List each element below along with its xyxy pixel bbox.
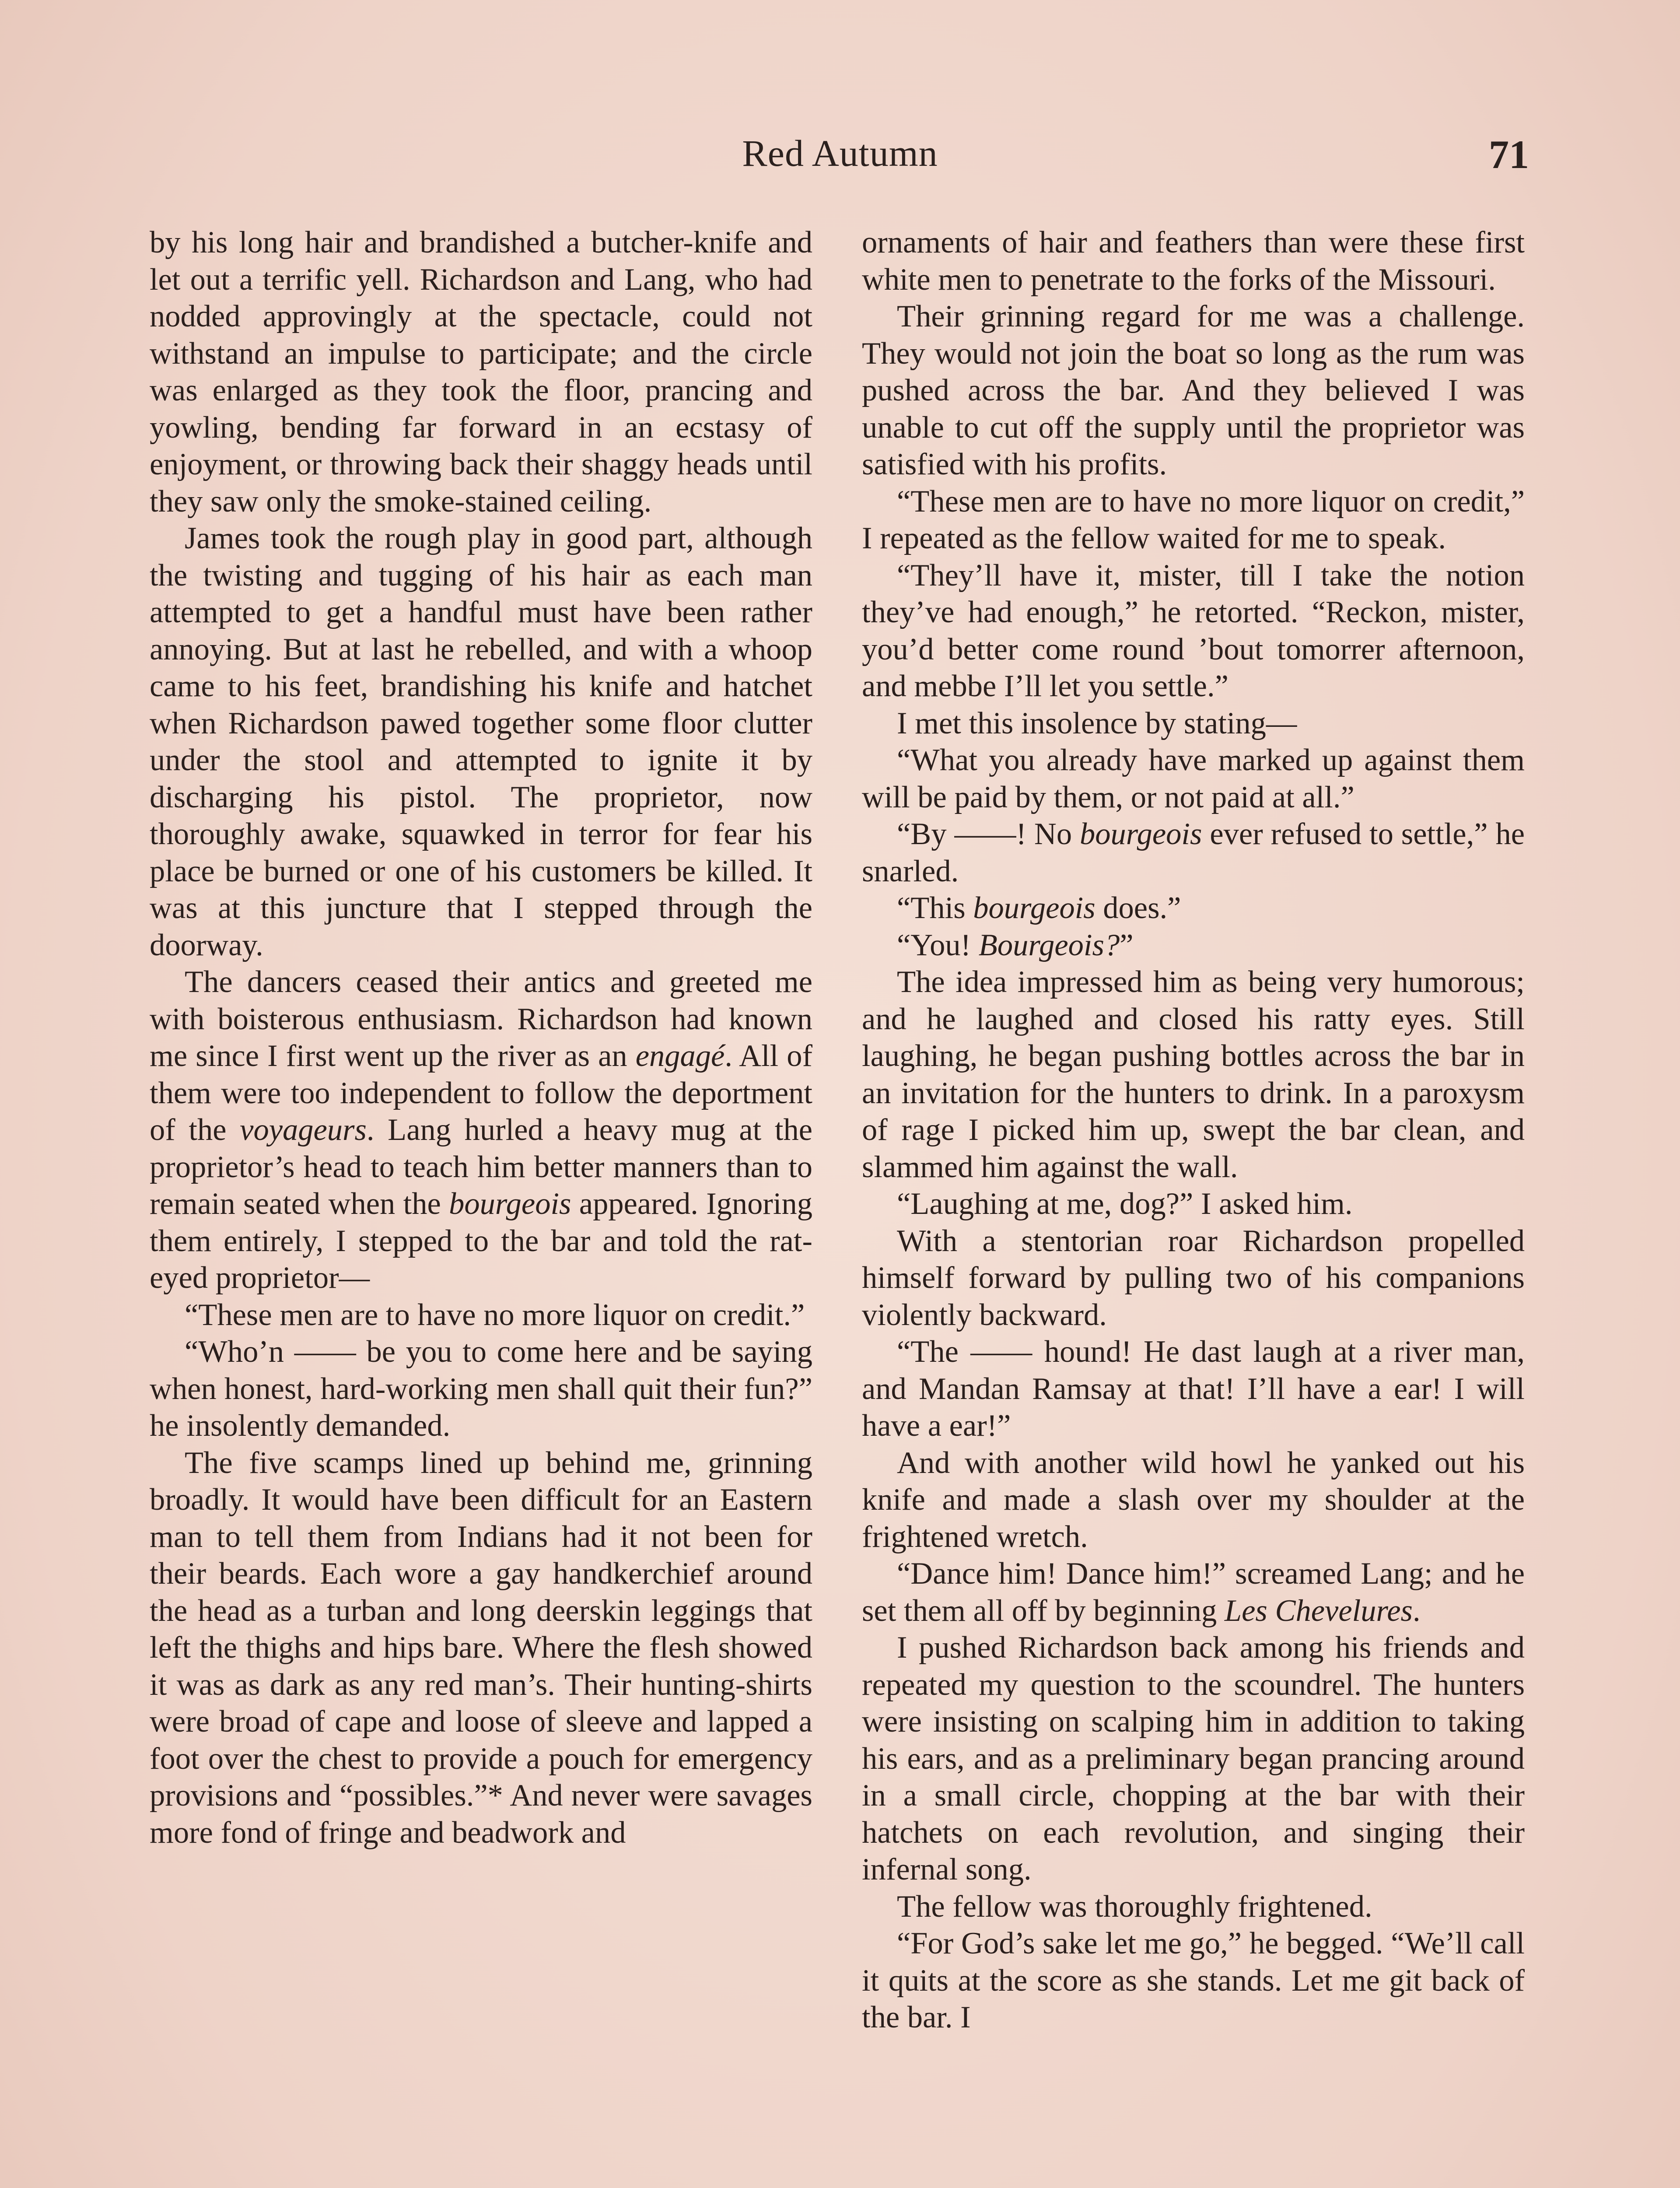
paragraph: “You! Bourgeois?” [897,928,1134,962]
paragraph: “What you already have marked up against them will be paid by them, or not paid at all.” [862,743,1525,814]
paragraph: “These men are to have no more liquor on credit.” [185,1297,805,1332]
paragraph: “Laughing at me, dog?” I asked him. [897,1187,1353,1221]
paragraph: The dancers ceased their antics and greeted me with boisterous enthusiasm. Richardson had known me since I first went up the river as an engagé. All of them were too independent to follow the deportment of the voyageurs. Lang hurled a heavy mug at the proprietor’s head to teach him better manners than to remain seated when the bourgeois appeared. Ignoring them entirely, I stepped to the bar and told the rat-eyed proprietor— [150,965,813,1295]
paragraph: With a stentorian roar Richardson propelled himself forward by pulling two of his companions violently backward. [862,1224,1525,1332]
paragraph: “These men are to have no more liquor on credit,” I repeated as the fellow waited for me to speak. [862,484,1525,555]
paragraph: I met this insolence by stating— [897,706,1297,740]
page-number: 71 [1489,132,1529,177]
paragraph: “This bourgeois does.” [897,891,1181,925]
paragraph: I pushed Richardson back among his friends and repeated my question to the scoundrel. The hunters were insisting on scalping him in addition to taking his ears, and as a preliminary began prancing around in a small circle, chopping at the bar with their hatchets on each revolution, and singing their infernal song. [862,1630,1525,1886]
paragraph: ornaments of hair and feathers than were these first white men to penetrate to the forks of the Missouri. [862,225,1525,297]
paragraph: “Dance him! Dance him!” screamed Lang; and he set them all off by beginning Les Chevelures. [862,1557,1525,1628]
paragraph: Their grinning regard for me was a challenge. They would not join the boat so long as the rum was pushed across the bar. And they believed I was unable to cut off the supply until the proprietor was satisfied with his profits. [862,299,1525,481]
paragraph: “By ——! No bourgeois ever refused to settle,” he snarled. [862,817,1525,888]
paragraph: The idea impressed him as being very humorous; and he laughed and closed his ratty eyes. Still laughing, he began pushing bottles across the bar in an invitation for the hunters to drink. In a paroxysm of rage I picked him up, swept the bar clean, and slammed him against the wall. [862,965,1525,1184]
paragraph: The fellow was thoroughly frightened. [897,1889,1372,1924]
running-header-title: Red Autumn [742,132,938,174]
paragraph: “For God’s sake let me go,” he begged. “We’ll call it quits at the score as she stands. Let me git back of the bar. I [862,1926,1525,2034]
right-column [862,224,1525,2036]
paragraph: “They’ll have it, mister, till I take the notion they’ve had enough,” he retorted. “Reckon, mister, you’d better come round ’bout tomorrer afternoon, and mebbe I’ll let you settle.” [862,558,1525,703]
left-column [150,224,812,1851]
paragraph: And with another wild howl he yanked out his knife and made a slash over my shoulder at the frightened wretch. [862,1445,1525,1554]
paragraph: James took the rough play in good part, although the twisting and tugging of his hair as each man attempted to get a handful must have been rather annoying. But at last he rebelled, and with a whoop came to his feet, brandishing his knife and hatchet when Richardson pawed together some floor clutter under the stool and attempted to ignite it by discharging his pistol. The proprietor, now thoroughly awake, squawked in terror for fear his place be burned or one of his customers be killed. It was at this juncture that I stepped through the doorway. [150,521,812,962]
paragraph: by his long hair and brandished a butcher-knife and let out a terrific yell. Richardson and Lang, who had nodded approvingly at the spectacle, could not withstand an impulse to participate; and the circle was enlarged as they took the floor, prancing and yowling, bending far forward in an ecstasy of enjoyment, or throwing back their shaggy heads until they saw only the smoke-stained ceiling. [150,225,812,519]
paragraph: “The —— hound! He dast laugh at a river man, and Mandan Ramsay at that! I’ll have a ear! I will have a ear!” [862,1335,1525,1443]
paragraph: The five scamps lined up behind me, grinning broadly. It would have been difficult for an Eastern man to tell them from Indians had it not been for their beards. Each wore a gay handkerchief around the head as a turban and long deerskin leggings that left the thighs and hips bare. Where the flesh showed it was as dark as any red man’s. Their hunting-shirts were broad of cape and loose of sleeve and lapped a foot over the chest to provide a pouch for emergency provisions and “possibles.”* And never were savages more fond of fringe and beadwork and [150,1445,812,1850]
paragraph: “Who’n —— be you to come here and be saying when honest, hard-working men shall quit their fun?” he insolently demanded. [150,1335,812,1443]
